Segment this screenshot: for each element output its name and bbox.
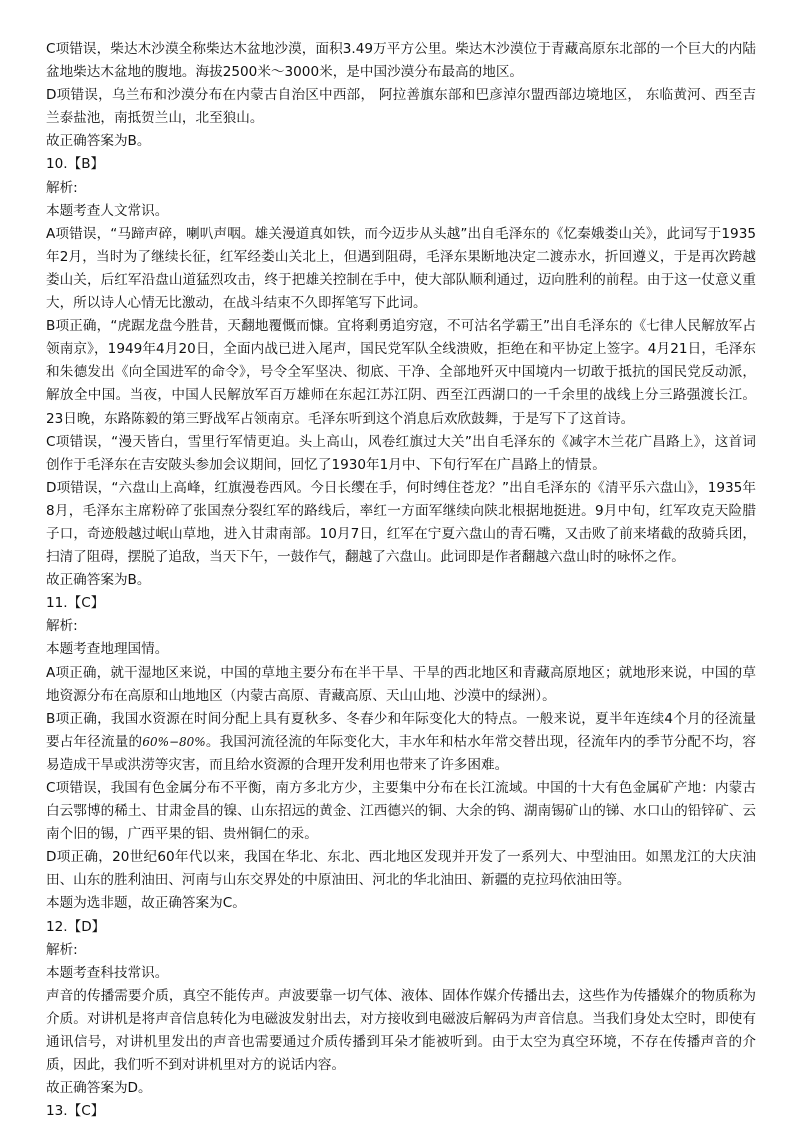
paragraph: 12.【D】 [46, 918, 106, 935]
paragraph: 本题考查科技常识。 [46, 964, 169, 981]
paragraph: 10.【B】 [46, 156, 105, 173]
paragraph: 13.【C】 [46, 1103, 105, 1120]
paragraph: C项错误，柴达木沙漠全称柴达木盆地沙漠，面积3.49万平方公里。柴达木沙漠位于青藏高原东北部的一个巨大的内陆盆地柴达木盆地的腹地。海拔2500米～3000米，是中国沙漠分布最高的地区。 [46, 41, 756, 81]
math-expression: 60%−80% [142, 734, 206, 749]
paragraph: 声音的传播需要介质，真空不能传声。声波要靠一切气体、液体、固体作媒介传播出去，这些作为传播媒介的物质称为介质。对讲机是将声音信息转化为电磁波发射出去，对方接收到电磁波后解码为声音信息。当我们身处太空时，即使有通讯信号，对讲机里发出的声音也需要通过介质传播到耳朵才能被听到。由于太空为真空环境，不存在传播声音的介质，因此，我们听不到对讲机里对方的说话内容。 [46, 987, 756, 1074]
paragraph: 解析: [46, 941, 78, 958]
paragraph: A项错误，“马蹄声碎，喇叭声咽。雄关漫道真如铁，而今迈步从头越”出自毛泽东的《忆秦娥娄山关》，此词写于1935年2月，当时为了继续长征，红军经娄山关北上，但遇到阻碍，毛泽东果断地决定二渡赤水，折回遵义，于是再次跨越娄山关，后红军沿盘山道猛烈攻击，终于把雄关控制在手中，使大部队顺利通过，迈向胜利的前程。由于这一仗意义重大，所以诗人心情无比激动，在战斗结束不久即挥笔写下此词。 [46, 225, 756, 312]
paragraph: D项错误，乌兰布和沙漠分布在内蒙古自治区中西部， 阿拉善旗东部和巴彦淖尔盟西部边境地区， 东临黄河、西至吉兰泰盐池，南抵贺兰山，北至狼山。 [46, 87, 756, 127]
paragraph-text: 。我国河流径流的年际变化大，丰水年和枯水年常交替出现，径流年内的季节分配不均，容易造成干旱或洪涝等灾害，而且给水资源的合理开发利用也带来了许多困难。 [46, 733, 757, 773]
paragraph: 本题考查地理国情。 [46, 641, 169, 658]
paragraph: D项正确，20世纪60年代以来，我国在华北、东北、西北地区发现并开发了一系列大、中型油田。如黑龙江的大庆油田、山东的胜利油田、河南与山东交界处的中原油田、河北的华北油田、新疆的克拉玛依油田等。 [46, 849, 756, 889]
paragraph: C项错误，“漫天皆白，雪里行军情更迫。头上高山，风卷红旗过大关”出自毛泽东的《减字木兰花广昌路上》，这首词创作于毛泽东在吉安陂头参加会议期间，回忆了1930年1月中、下旬行军在广昌路上的情景。 [46, 433, 756, 473]
paragraph [46, 708, 756, 777]
paragraph: 故正确答案为D。 [46, 1080, 152, 1097]
paragraph: A项正确，就干湿地区来说，中国的草地主要分布在半干旱、干旱的西北地区和青藏高原地区；就地形来说，中国的草地资源分布在高原和山地地区（内蒙古高原、青藏高原、天山山地、沙漠中的绿洲）。 [46, 664, 756, 704]
paragraph: 本题为选非题，故正确答案为C。 [46, 895, 246, 912]
paragraph: D项错误，“六盘山上高峰，红旗漫卷西风。今日长缨在手，何时缚住苍龙？”出自毛泽东的《清平乐六盘山》，1935年8月，毛泽东主席粉碎了张国焘分裂红军的路线后，率红一方面军继续向陕北根据地挺进。9月中旬，红军攻克天险腊子口，奇迹般越过岷山草地，进入甘肃南部。10月7日，红军在宁夏六盘山的青石嘴，又击败了前来堵截的敌骑兵团，扫清了阻碍，摆脱了追敌，当天下午，一鼓作气，翻越了六盘山。此词即是作者翻越六盘山时的咏怀之作。 [46, 479, 756, 566]
paragraph: 本题考查人文常识。 [46, 202, 169, 219]
paragraph-text: B项正确，我国水资源在时间分配上具有夏秋多、冬春少和年际变化大的特点。一般来说，夏半年连续4个月的径流量要占年径流量的 [46, 710, 756, 750]
paragraph: B项正确，“虎踞龙盘今胜昔，天翻地覆慨而慷。宜将剩勇追穷寇，不可沽名学霸王”出自毛泽东的《七律人民解放军占领南京》，1949年4月20日，全面内战已进入尾声，国民党军队全线溃败，拒绝在和平协定上签字。4月21日，毛泽东和朱德发出《向全国进军的命令》，号令全军坚决、彻底、干净、全部地歼灭中国境内一切敢于抵抗的国民党反动派，解放全中国。当夜，中国人民解放军百万雄师在东起江苏江阴、西至江西湖口的一千余里的战线上分三路强渡长江。23日晚，东路陈毅的第三野战军占领南京。毛泽东听到这个消息后欢欣鼓舞，于是写下了这首诗。 [46, 318, 756, 427]
paragraph: 解析: [46, 618, 78, 635]
paragraph: 解析: [46, 179, 78, 196]
paragraph: 11.【C】 [46, 595, 105, 612]
paragraph: 故正确答案为B。 [46, 133, 151, 150]
paragraph: C项错误，我国有色金属分布不平衡，南方多北方少，主要集中分布在长江流域。中国的十大有色金属矿产地：内蒙古白云鄂博的稀土、甘肃金昌的镍、山东招远的黄金、江西德兴的铜、大余的钨、湖南锡矿山的锑、水口山的铅锌矿、云南个旧的锡，广西平果的铝、贵州铜仁的汞。 [46, 780, 756, 843]
paragraph: 故正确答案为B。 [46, 572, 151, 589]
